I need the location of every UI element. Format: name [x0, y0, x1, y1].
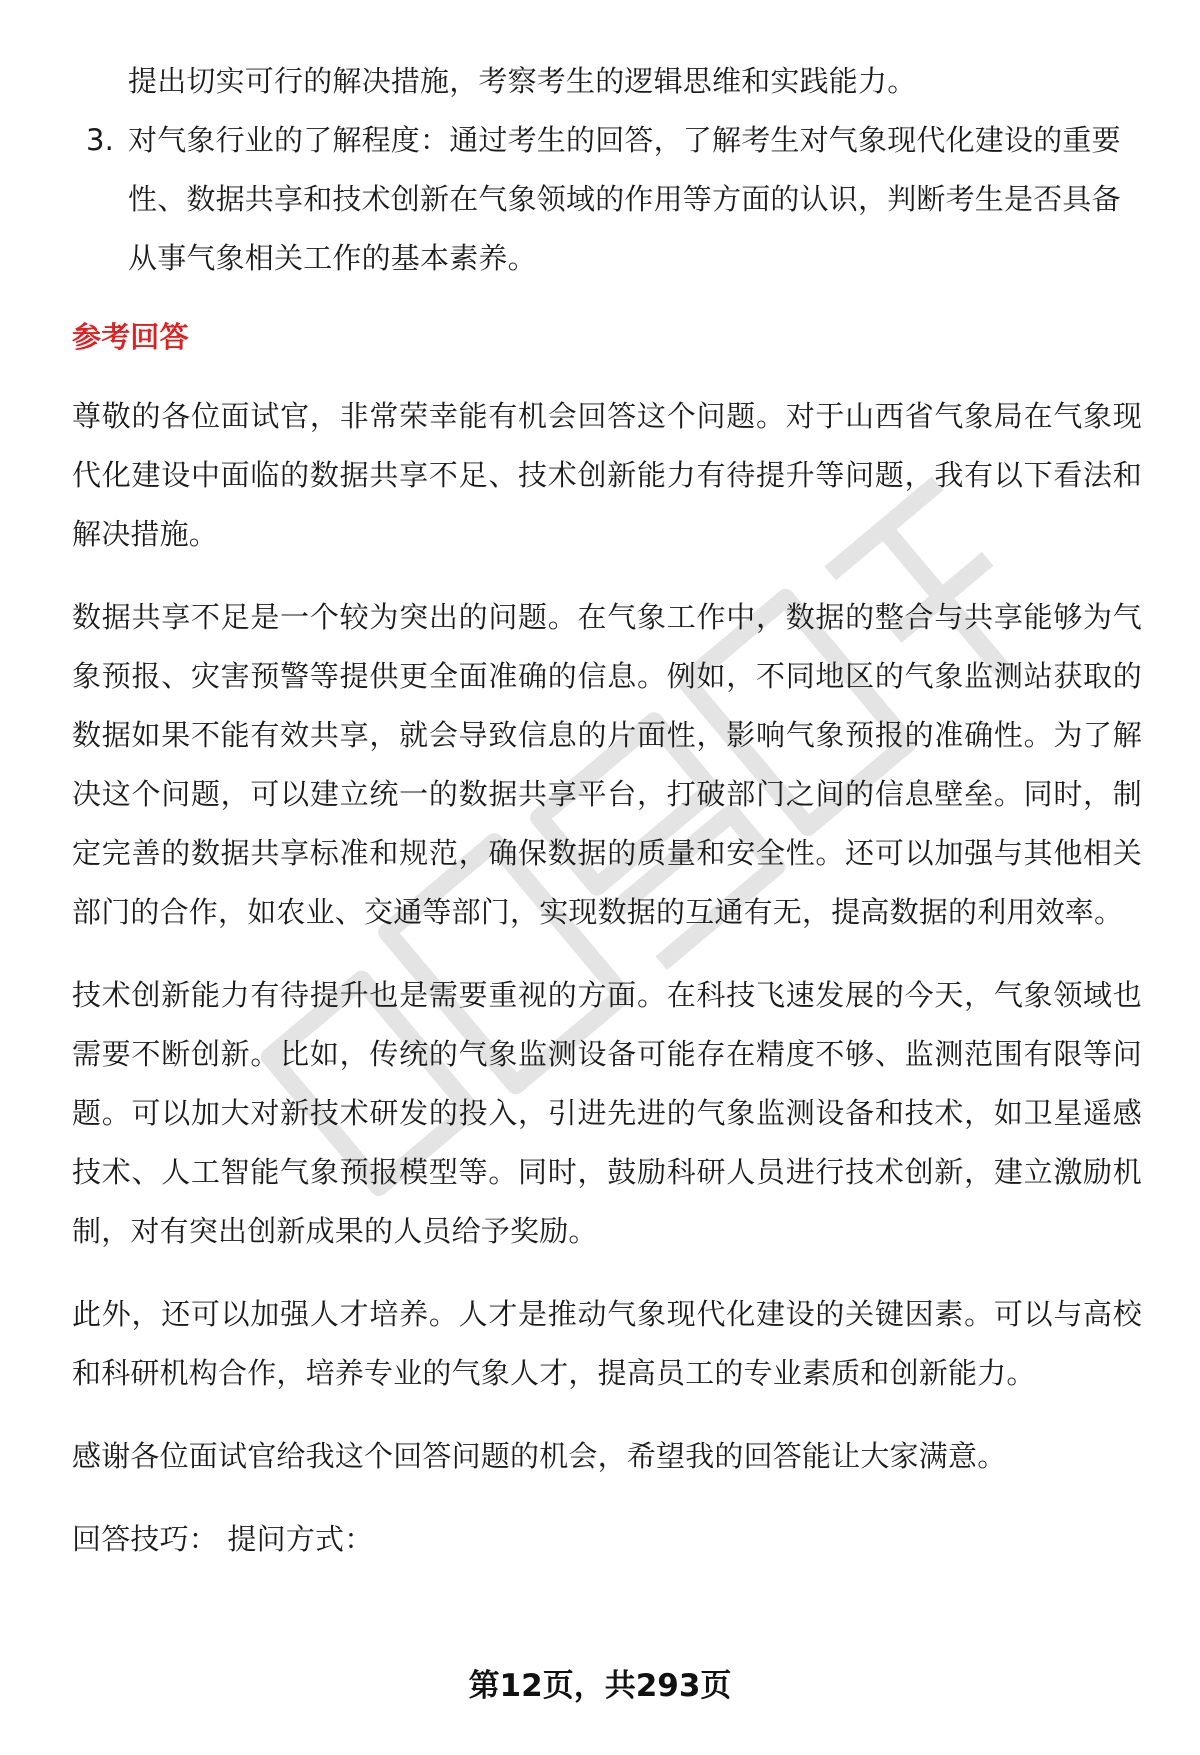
section-heading: 参考回答	[72, 320, 189, 354]
paragraph-data-sharing: 数据共享不足是一个较为突出的问题。在气象工作中，数据的整合与共享能够为气象预报、灾害预警等提供更全面准确的信息。例如，不同地区的气象监测站获取的数据如果不能有效共享，就会导致信息的片面性，影响气象预报的准确性。为了解决这个问题，可以建立统一的数据共享平台，打破部门之间的信息壁垒。同时，制定完善的数据共享标准和规范，确保数据的质量和安全性。还可以加强与其他相关部门的合作，如农业、交通等部门，实现数据的互通有无，提高数据的利用效率。	[72, 600, 1142, 929]
list-item-3	[72, 111, 1142, 288]
list-item-2-continuation: 提出切实可行的解决措施，考察考生的逻辑思维和实践能力。	[128, 64, 917, 98]
answer-tips-line: 回答技巧： 提问方式：	[72, 1522, 374, 1556]
list-item-number: 3.	[86, 123, 115, 157]
paragraph-closing: 感谢各位面试官给我这个回答问题的机会，希望我的回答能让大家满意。	[72, 1439, 1007, 1473]
page-number-footer: 第12页，共293页	[468, 1668, 732, 1704]
paragraph-talent: 此外，还可以加强人才培养。人才是推动气象现代化建设的关键因素。可以与高校和科研机构合作，培养专业的气象人才，提高员工的专业素质和创新能力。	[72, 1297, 1142, 1390]
list-item-text: 对气象行业的了解程度：通过考生的回答，了解考生对气象现代化建设的重要性、数据共享和技术创新在气象领域的作用等方面的认识，判断考生是否具备从事气象相关工作的基本素养。	[128, 123, 1121, 275]
document-body	[72, 52, 1142, 1569]
paragraph-intro: 尊敬的各位面试官，非常荣幸能有机会回答这个问题。对于山西省气象局在气象现代化建设中面临的数据共享不足、技术创新能力有待提升等问题，我有以下看法和解决措施。	[72, 399, 1142, 551]
paragraph-tech-innovation: 技术创新能力有待提升也是需要重视的方面。在科技飞速发展的今天，气象领域也需要不断创新。比如，传统的气象监测设备可能存在精度不够、监测范围有限等问题。可以加大对新技术研发的投入，引进先进的气象监测设备和技术，如卫星遥感技术、人工智能气象预报模型等。同时，鼓励科研人员进行技术创新，建立激励机制，对有突出创新成果的人员给予奖励。	[72, 978, 1142, 1248]
